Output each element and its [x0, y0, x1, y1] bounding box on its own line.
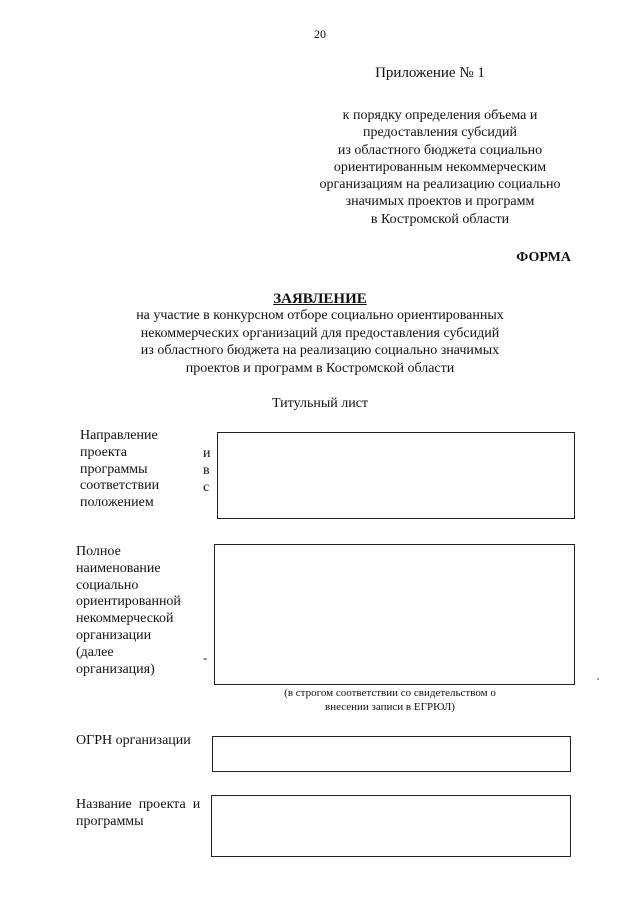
- document-subtitle-line: проектов и программ в Костромской области: [185, 360, 455, 376]
- document-subtitle-line: из областного бюджета на реализацию социально значимых: [140, 343, 500, 358]
- full-name-label-line: ориентированной: [76, 594, 181, 610]
- direction-label-line: Направление: [80, 428, 158, 443]
- full-name-note-line: внесении записи в ЕГРЮЛ): [325, 701, 455, 713]
- appendix-line: значимых проектов и программ: [345, 194, 535, 210]
- direction-side-letters: [203, 446, 211, 496]
- scan-speck: [597, 678, 599, 680]
- side-letter: в: [203, 462, 210, 478]
- document-subtitle-line: на участие в конкурсном отборе социально ориентированных: [136, 308, 504, 323]
- project-name-label-line: программы: [76, 813, 144, 829]
- direction-label-line: положением: [80, 495, 154, 511]
- full-name-label-line: наименование: [76, 560, 161, 576]
- appendix-line: к порядку определения объема и: [342, 108, 538, 123]
- side-letter: и: [203, 446, 211, 461]
- section-title: Титульный лист: [271, 396, 369, 411]
- appendix-title: Приложение № 1: [375, 65, 485, 81]
- appendix-line: в Костромской области: [370, 211, 510, 227]
- full-name-field[interactable]: [214, 544, 575, 685]
- appendix-line: предоставления субсидий: [362, 125, 518, 141]
- full-name-label-line: Полное: [76, 544, 121, 559]
- direction-label-line: соответствии: [80, 478, 160, 494]
- full-name-note: [240, 686, 540, 714]
- direction-label-line: программы: [80, 461, 148, 477]
- page-number: 20: [314, 27, 326, 41]
- direction-label: [80, 428, 159, 512]
- full-name-note-line: (в строгом соответствии со свидетельством о: [284, 687, 496, 699]
- appendix-line: организациям на реализацию социально: [319, 177, 561, 193]
- project-name-label: [76, 797, 200, 831]
- document-title: ЗАЯВЛЕНИЕ: [273, 291, 367, 307]
- project-name-field[interactable]: [211, 795, 571, 857]
- document-subtitle: [0, 307, 640, 377]
- ogrn-field[interactable]: [212, 736, 571, 772]
- full-name-label-line: организация): [76, 661, 155, 677]
- side-letter: с: [203, 479, 210, 495]
- full-name-label: [76, 544, 181, 678]
- appendix-line: ориентированным некоммерческим: [333, 159, 547, 175]
- full-name-label-line: (далее: [76, 644, 114, 660]
- form-label: ФОРМА: [516, 250, 571, 265]
- full-name-dash: -: [203, 650, 208, 665]
- ogrn-label: ОГРН организации: [76, 733, 191, 748]
- project-name-label-line: Название проекта и: [76, 797, 201, 812]
- document-subtitle-line: некоммерческих организаций для предоставления субсидий: [140, 325, 500, 341]
- direction-label-line: проекта: [80, 444, 127, 460]
- full-name-label-line: социально: [76, 577, 139, 593]
- appendix-line: из областного бюджета социально: [337, 142, 543, 158]
- full-name-label-line: некоммерческой: [76, 611, 174, 627]
- direction-field[interactable]: [217, 432, 575, 519]
- appendix-subtitle: [290, 107, 590, 228]
- full-name-label-line: организации: [76, 627, 152, 643]
